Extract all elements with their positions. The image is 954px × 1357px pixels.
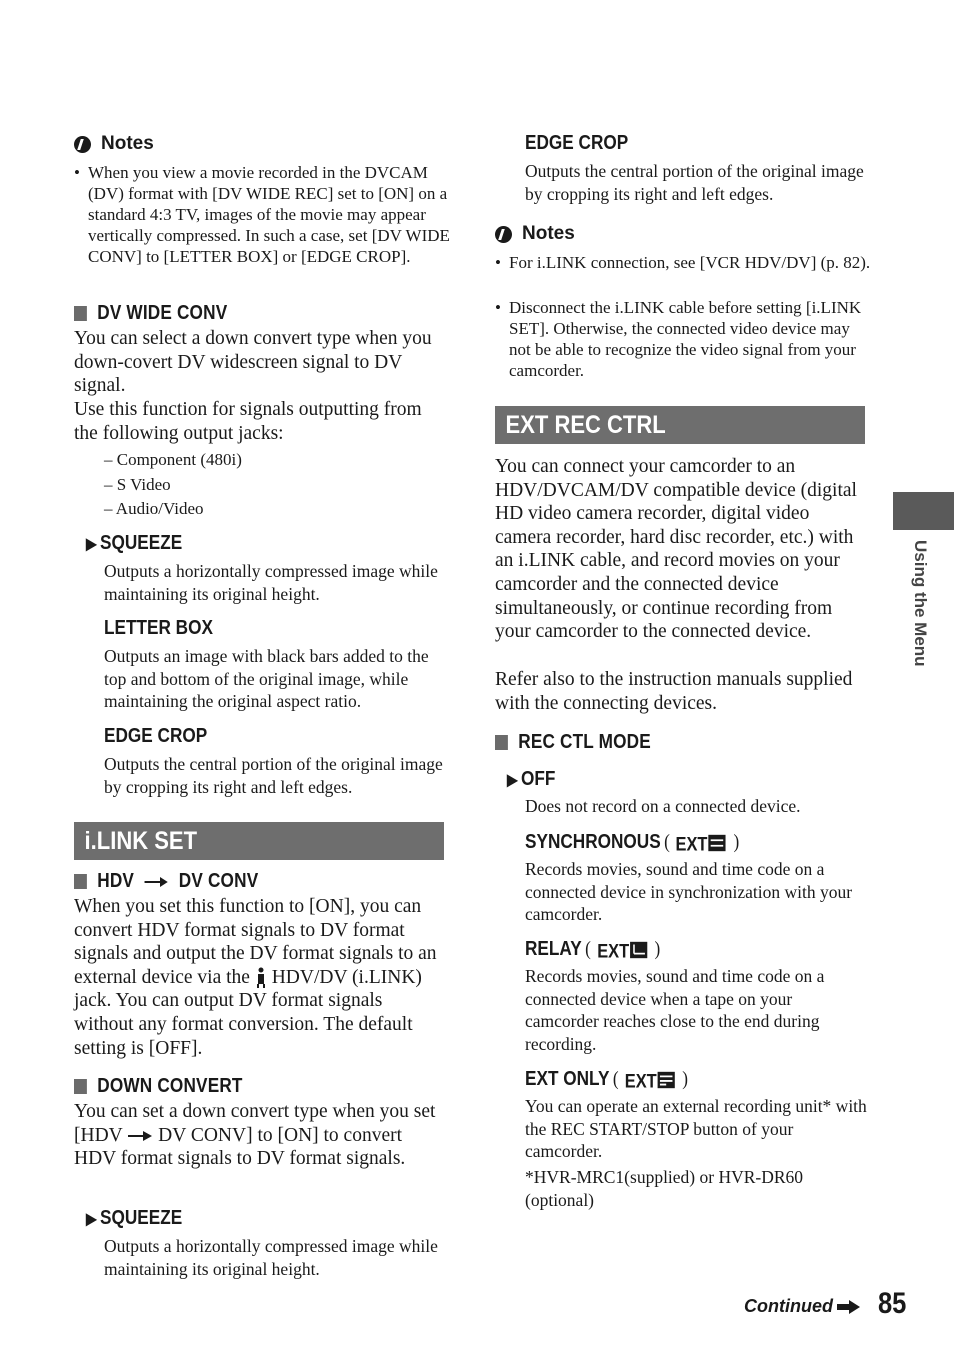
notes-heading-right: Notes (495, 223, 575, 245)
section-banner-ext-rec-ctrl: EXT REC CTRL (495, 406, 865, 444)
default-arrow-icon: ▶ (86, 535, 97, 553)
ext-rec-intro: You can connect your camcorder to an HDV/DVCAM/DV compatible device (digital HD video camera recorder, digital video camera recorder, hard disc recorder, etc.) with an i.LINK cable, and record movies on your camcorder and the connected device simultaneously, or continue recording from your camcorder to the connected device. (495, 456, 857, 643)
letter-box-description: Outputs an image with black bars added to the top and bottom of the original image, while maintaining the original aspect ratio. (104, 646, 429, 711)
edge-crop-description-right: Outputs the central portion of the original image by cropping its right and left edges. (525, 161, 864, 204)
note-item: • Disconnect the i.LINK cable before setting [i.LINK SET]. Otherwise, the connected video device may not be able to recognize the video signal from your camcorder. (495, 297, 874, 381)
option-ext-only: EXT ONLY ( EXT ) (525, 1068, 688, 1090)
relay-description: Records movies, sound and time code on a connected device when a tape on your camcorder reaches close to the end during recording. (525, 966, 825, 1054)
ext-rec-intro-2: Refer also to the instruction manuals supplied with the connecting devices. (495, 669, 853, 714)
option-off-default: ▶ OFF (507, 768, 556, 790)
section-banner-ilink-set: i.LINK SET (74, 822, 444, 860)
note-item: • For i.LINK connection, see [VCR HDV/DV] (p. 82). (495, 252, 874, 273)
note-item: • When you view a movie recorded in the DVCAM (DV) format with [DV WIDE REC] set to [ON] on a standard 4:3 TV, images of the movie may appear vertically compressed. In such a case, set [DV WIDE CONV] to [LETTER BOX] or [EDGE CROP]. (74, 162, 456, 267)
section-heading-down-convert: DOWN CONVERT (74, 1075, 243, 1098)
continued-indicator: Continued (744, 1296, 861, 1317)
svg-text:EXT: EXT (675, 832, 708, 853)
side-tab-label: Using the Menu (911, 540, 930, 667)
section-heading-dv-wide-conv: DV WIDE CONV (74, 302, 227, 325)
svg-text:EXT: EXT (596, 939, 629, 960)
notes-icon (495, 226, 512, 243)
square-bullet-icon (495, 735, 508, 750)
off-description: Does not record on a connected device. (525, 796, 801, 816)
section-heading-hdv-dv-conv: HDV DV CONV (74, 870, 258, 893)
ext-sync-icon (673, 833, 730, 853)
ext-only-description: You can operate an external recording unit* with the REC START/STOP button of your camcorder. (525, 1096, 867, 1161)
dv-wide-conv-para2: Use this function for signals outputting from the following output jacks: (74, 399, 422, 444)
ilink-jack-icon (255, 967, 267, 989)
notes-icon (74, 136, 91, 153)
option-squeeze-default-2: ▶ SQUEEZE (86, 1207, 183, 1229)
section-heading-rec-ctl-mode: REC CTL MODE (495, 731, 651, 754)
option-synchronous: SYNCHRONOUS ( EXT ) (525, 831, 740, 853)
square-bullet-icon (74, 874, 87, 889)
down-convert-description: You can set a down convert type when you set [HDV DV CONV] to [ON] to convert HDV format signals to DV format signals. (74, 1101, 436, 1170)
ext-only-icon (622, 1070, 679, 1090)
list-item: – S Video (104, 474, 171, 494)
option-edge-crop-right: EDGE CROP (525, 132, 629, 154)
default-arrow-icon: ▶ (507, 771, 518, 789)
svg-text:EXT: EXT (624, 1069, 657, 1090)
square-bullet-icon (74, 1079, 87, 1094)
ext-relay-icon (594, 940, 651, 960)
option-letter-box: LETTER BOX (104, 617, 213, 639)
hdv-dv-conv-description: When you set this function to [ON], you can convert HDV format signals to DV format signals and output the DV format signals to an external device via the HDV/DV (i.LINK) jack. You can output DV format signals without any format conversion. The default setting is [OFF]. (74, 896, 437, 1059)
synchronous-description: Records movies, sound and time code on a connected device in synchronization with your camcorder. (525, 859, 853, 924)
default-arrow-icon: ▶ (86, 1210, 97, 1228)
continued-arrow-icon (837, 1300, 861, 1314)
squeeze-description-2: Outputs a horizontally compressed image while maintaining its original height. (104, 1236, 438, 1279)
option-edge-crop: EDGE CROP (104, 725, 208, 747)
side-tab-marker (893, 492, 954, 530)
edge-crop-description: Outputs the central portion of the original image by cropping its right and left edges. (104, 754, 443, 797)
list-item: – Audio/Video (104, 499, 204, 518)
notes-heading-left: Notes (74, 133, 154, 155)
footnote: *HVR-MRC1(supplied) or HVR-DR60 (optional) (525, 1167, 804, 1210)
option-relay: RELAY ( EXT ) (525, 938, 661, 960)
right-arrow-icon (144, 876, 168, 888)
dv-wide-conv-para1: You can select a down convert type when you down-covert DV widescreen signal to DV signal. (74, 328, 432, 397)
list-item: – Component (480i) (104, 450, 242, 469)
output-jack-list (104, 448, 242, 522)
square-bullet-icon (74, 306, 87, 321)
right-arrow-icon (127, 1130, 153, 1142)
squeeze-description: Outputs a horizontally compressed image while maintaining its original height. (104, 561, 438, 604)
option-squeeze-default: ▶ SQUEEZE (86, 532, 183, 554)
page-number: 85 (878, 1287, 907, 1320)
